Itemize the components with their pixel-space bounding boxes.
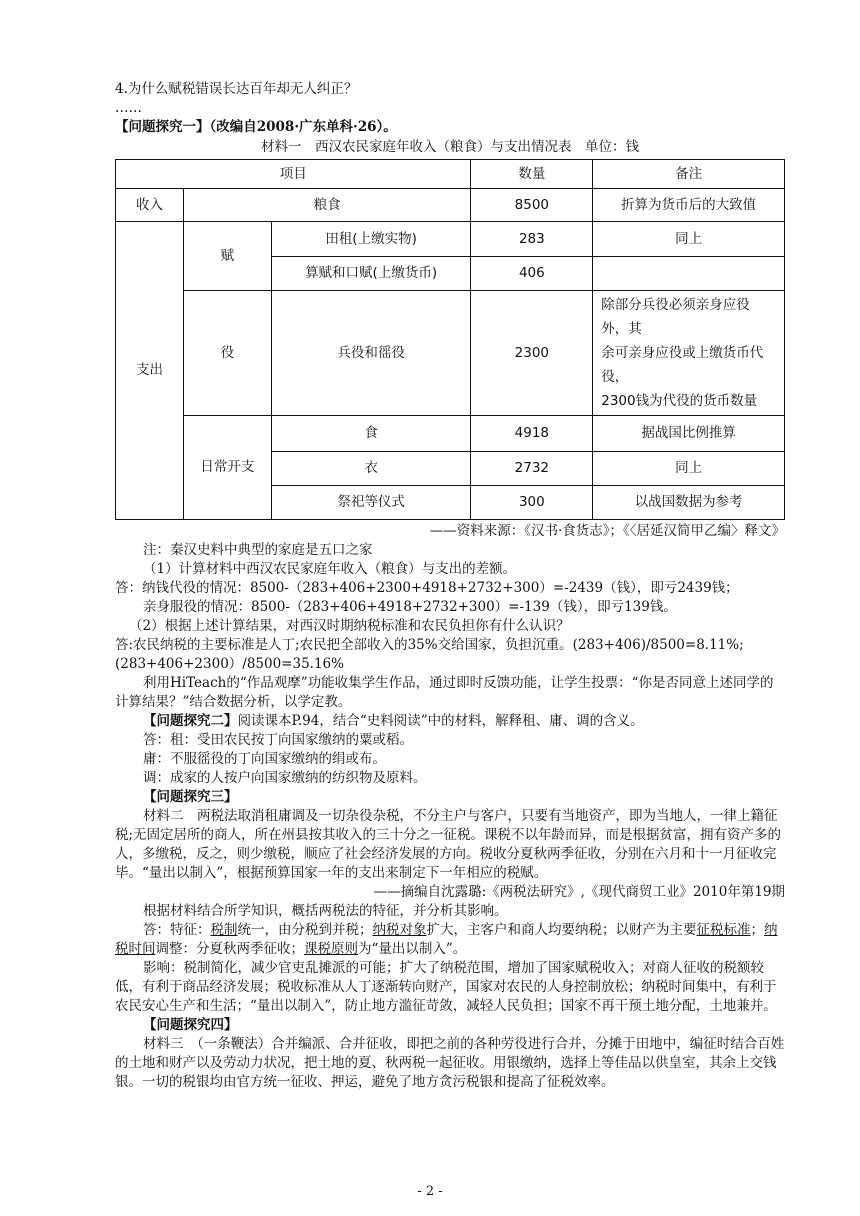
answer-text: 为“量出以制入”。 (358, 941, 467, 957)
impact-answer: 影响：税制简化，减少官吏乱摊派的可能；扩大了纳税范围，增加了国家赋税收入；对商人征收的税额较低，有利于商品经济发展；税收标准从人丁逐渐转向财产，国家对农民的人身控制放松；纳税时间集中，有利于农民安心生产和生活；“量出以制入”，防止地方滥征苛敛，减轻人民负担；国家不再干预土地分配，土地兼并。 (115, 960, 777, 1014)
underlined-term: 纳税对象 (372, 922, 427, 938)
item-cell: 算赋和口赋(上缴货币) (271, 257, 471, 291)
answer-text: 调整：分夏秋两季征收； (155, 941, 304, 957)
answer-text: 扩大，主客户和商人均要纳税；以财产为主要 (426, 922, 697, 938)
category-cell: 支出 (116, 222, 184, 520)
item-cell: 祭祀等仪式 (271, 486, 471, 520)
category-cell: 收入 (116, 189, 184, 222)
note-cell: 折算为货币后的大致值 (593, 189, 785, 222)
table-caption: 材料一 西汉农民家庭年收入（粮食）与支出情况表 单位：钱 (261, 139, 639, 155)
note-cell (593, 291, 785, 416)
note-line: 除部分兵役必须亲身应役外，其 (601, 297, 750, 337)
document-page (115, 80, 785, 1092)
hiteach-note: 利用HiTeach的“作品观摩”功能收集学生作品，通过即时反馈功能，让学生投票：“你是否同意上述同学的计算结果？”结合数据分析，以学定教。 (115, 675, 774, 710)
qty-cell: 2732 (471, 452, 593, 486)
material-2-source: ——摘编自沈露璐:《两税法研究》,《现代商贸工业》2010年第19期 (373, 884, 785, 900)
note-line: 余可亲身应役或上缴货币代役， (601, 345, 764, 385)
underlined-term: 准 (737, 922, 751, 938)
answer-text: ； (750, 922, 764, 938)
section-heading-3: 【问题探究三】 (143, 789, 238, 805)
answer-3 (115, 921, 785, 959)
subcategory-cell: 赋 (183, 222, 271, 291)
item-cell: 食 (271, 416, 471, 452)
section-heading-2 (115, 712, 785, 731)
answer-text: 答：特征： (143, 922, 211, 938)
item-cell: 衣 (271, 452, 471, 486)
section-heading-1 (115, 118, 785, 137)
note-cell (593, 257, 785, 291)
header-item: 项目 (116, 160, 471, 189)
section-tag: 【问题探究一】 (115, 119, 210, 135)
item-cell: 田租(上缴实物) (271, 222, 471, 257)
section-prompt: 阅读课本P.94，结合“史料阅读”中的材料，解释租、庸、调的含义。 (237, 713, 644, 729)
ellipsis: …… (115, 100, 142, 116)
subcategory-cell: 役 (183, 291, 271, 416)
item-cell: 兵役和徭役 (271, 291, 471, 416)
table-note: 注：秦汉史料中典型的家庭是五口之家 (143, 542, 373, 558)
underlined-term: 税制 (210, 922, 238, 938)
table-header-row (116, 160, 785, 189)
underlined-term: 课税原则 (304, 941, 358, 957)
income-expense-table (115, 159, 785, 520)
section-tag: 【问题探究二】 (143, 713, 238, 729)
underlined-term: 纳税时间 (115, 922, 778, 957)
answer-yong: 庸：不服徭役的丁向国家缴纳的绢或布。 (143, 751, 386, 767)
note-cell: 据战国比例推算 (593, 416, 785, 452)
answer-diao: 调：成家的人按户向国家缴纳的纺织物及原料。 (143, 770, 427, 786)
qty-cell: 283 (471, 222, 593, 257)
section-heading-4: 【问题探究四】 (143, 1017, 238, 1033)
answer-text: 统一，由分税到并税； (237, 922, 373, 938)
question-1: （1）计算材料中西汉农民家庭年收入（粮食）与支出的差额。 (143, 561, 517, 577)
subcategory-cell: 日常开支 (183, 416, 271, 520)
note-cell: 以战国数据为参考 (593, 486, 785, 520)
answer-2: 答:农民纳税的主要标准是人丁;农民把全部收入的35%交给国家，负担沉重。(283+406)/8500=8.11%;(283+406+2300）/8500=35.16% (115, 637, 744, 672)
note-line: 2300钱为代役的货币数量 (601, 393, 758, 409)
underlined-term: 征税标 (696, 922, 737, 938)
table-source: ——资料来源：《汉书·食货志》；《〈居延汉简甲乙编〉释文》 (429, 523, 785, 539)
material-2: 材料二 两税法取消租庸调及一切杂役杂税，不分主户与客户，只要有当地资产，即为当地人，一律上籍征税;无固定居所的商人，所在州县按其收入的三十分之一征税。课税不以年龄而异，而是根据贫富，拥有资产多的人，多缴税，反之，则少缴税，顺应了社会经济发展的方向。税收分夏秋两季征收，分别在六月和十一月征收完毕。“量出以制入”，根据预算国家一年的支出来制定下一年相应的税赋。 (115, 808, 782, 881)
answer-zu: 答：租：受田农民按丁向国家缴纳的粟或稻。 (143, 732, 413, 748)
question-4: 4.为什么赋税错误长达百年却无人纠正？ (115, 81, 358, 97)
header-qty: 数量 (471, 160, 593, 189)
material-3: 材料三 （一条鞭法）合并编派、合并征收，即把之前的各种劳役进行合并，分摊于田地中，编征时结合百姓的土地和财产以及劳动力状况，把土地的夏、秋两税一起征收。用银缴纳，选择上等佳品以供皇室，其余上交钱银。一切的税银均由官方统一征收、押运，避免了地方贪污税银和提高了征税效率。 (115, 1036, 785, 1090)
qty-cell: 8500 (471, 189, 593, 222)
answer-1-line-2: 亲身服役的情况：8500-（283+406+4918+2732+300）=-139（钱），即亏139钱。 (143, 599, 677, 615)
page-number: - 2 - (417, 1184, 443, 1199)
answer-1-line-1: 答：纳钱代役的情况：8500-（283+406+2300+4918+2732+300）=-2439（钱），即亏2439钱； (115, 580, 739, 596)
table-row (116, 222, 785, 257)
table-row (116, 291, 785, 416)
qty-cell: 406 (471, 257, 593, 291)
qty-cell: 300 (471, 486, 593, 520)
section-source: （改编自2008·广东单科·26）。 (209, 119, 397, 135)
table-row (116, 189, 785, 222)
qty-cell: 4918 (471, 416, 593, 452)
note-cell: 同上 (593, 452, 785, 486)
note-cell: 同上 (593, 222, 785, 257)
qty-cell: 2300 (471, 291, 593, 416)
header-note: 备注 (593, 160, 785, 189)
question-3: 根据材料结合所学知识，概括两税法的特征，并分析其影响。 (143, 903, 508, 919)
item-cell: 粮食 (183, 189, 471, 222)
question-2: （2）根据上述计算结果，对西汉时期纳税标准和农民负担你有什么认识？ (129, 618, 570, 634)
table-row (116, 416, 785, 452)
